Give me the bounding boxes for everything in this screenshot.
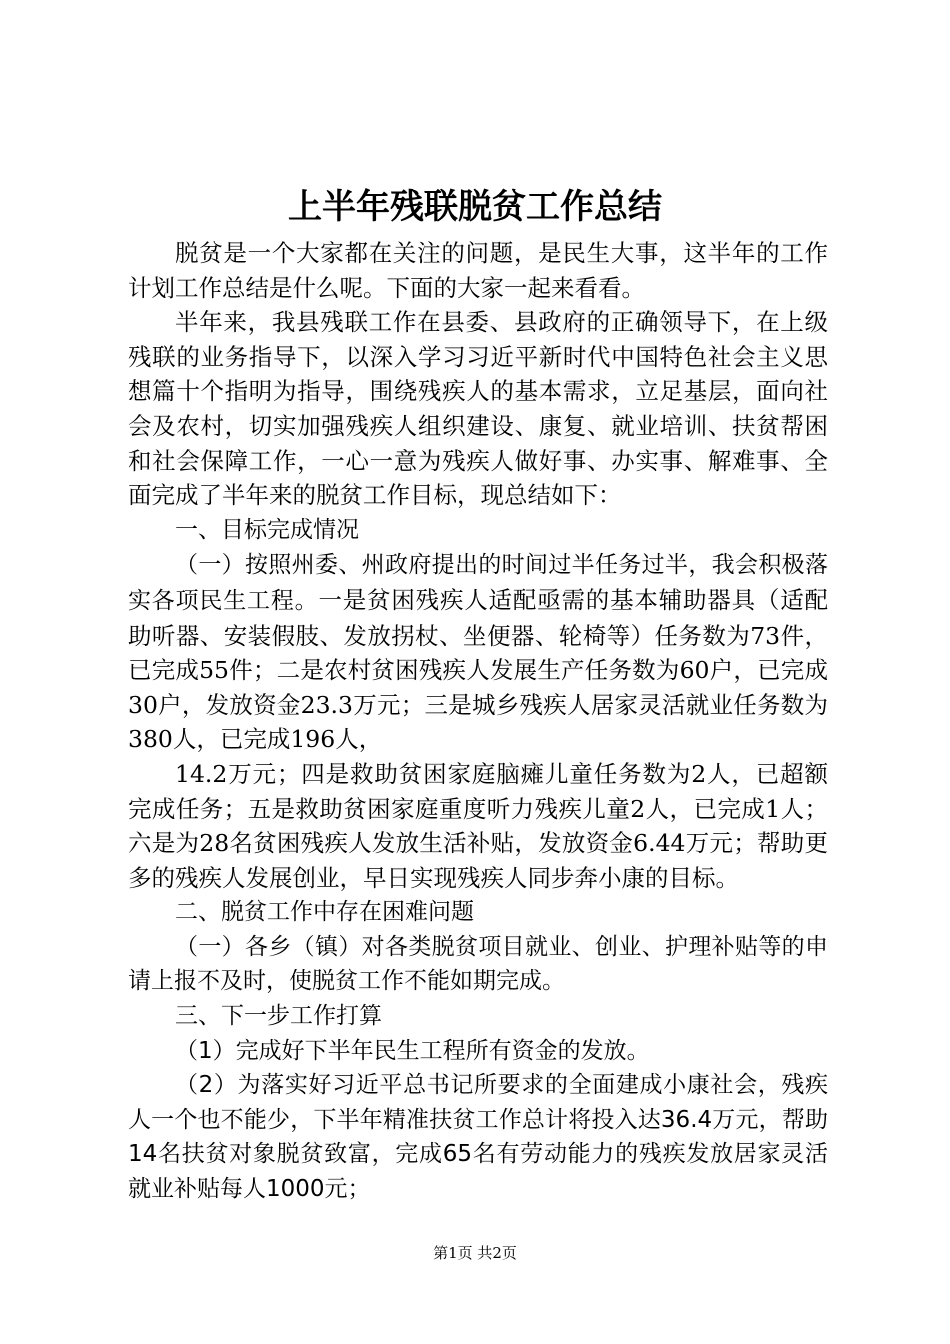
document-body bbox=[128, 236, 828, 1207]
section-heading-2: 二、脱贫工作中存在困难问题 bbox=[175, 899, 474, 926]
problem-paragraph: （一）各乡（镇）对各类脱贫项目就业、创业、护理补贴等的申请上报不及时，使脱贫工作不能如期完成。 bbox=[128, 933, 828, 995]
plan-item-1: （1）完成好下半年民生工程所有资金的发放。 bbox=[175, 1037, 650, 1064]
summary-paragraph: 半年来，我县残联工作在县委、县政府的正确领导下，在上级残联的业务指导下，以深入学习习近平新时代中国特色社会主义思想篇十个指明为指导，围绕残疾人的基本需求，立足基层，面向社会及农村，切实加强残疾人组织建设、康复、就业培训、扶贫帮困和社会保障工作，一心一意为残疾人做好事、办实事、解难事、全面完成了半年来的脱贫工作目标，现总结如下： bbox=[128, 308, 828, 510]
page-footer: 第1页 共2页 bbox=[433, 1244, 517, 1262]
section-heading-1: 一、目标完成情况 bbox=[175, 516, 359, 543]
intro-paragraph: 脱贫是一个大家都在关注的问题，是民生大事，这半年的工作计划工作总结是什么呢。下面的大家一起来看看。 bbox=[128, 239, 828, 302]
section-heading-3: 三、下一步工作打算 bbox=[175, 1003, 382, 1030]
results-paragraph: 14.2万元；四是救助贫困家庭脑瘫儿童任务数为2人，已超额完成任务；五是救助贫困家庭重度听力残疾儿童2人，已完成1人；六是为28名贫困残疾人发放生活补贴，发放资金6.44万元；帮助更多的残疾人发展创业，早日实现残疾人同步奔小康的目标。 bbox=[128, 759, 828, 892]
target-paragraph-lead: （一）按照州委、州政府提出的时间过半任务过半，我会积极落实各项民生工程。 bbox=[128, 552, 828, 614]
target-paragraph bbox=[128, 547, 828, 757]
document-title: 上半年残联脱贫工作总结 bbox=[288, 187, 662, 227]
plan-item-2: （2）为落实好习近平总书记所要求的全面建成小康社会，残疾人一个也不能少，下半年精准扶贫工作总计将投入达36.4万元，帮助14名扶贫对象脱贫致富，完成65名有劳动能力的残疾发放居家灵活就业补贴每人1000元； bbox=[128, 1072, 828, 1203]
target-paragraph-detail: 一是贫困残疾人适配亟需的基本辅助器具（适配助听器、安装假肢、发放拐杖、坐便器、轮椅等）任务数为73件，已完成55件；二是农村贫困残疾人发展生产任务数为60户，已完成30户，发放资金23.3万元；三是城乡残疾人居家灵活就业任务数为380人，已完成196人， bbox=[128, 585, 829, 754]
